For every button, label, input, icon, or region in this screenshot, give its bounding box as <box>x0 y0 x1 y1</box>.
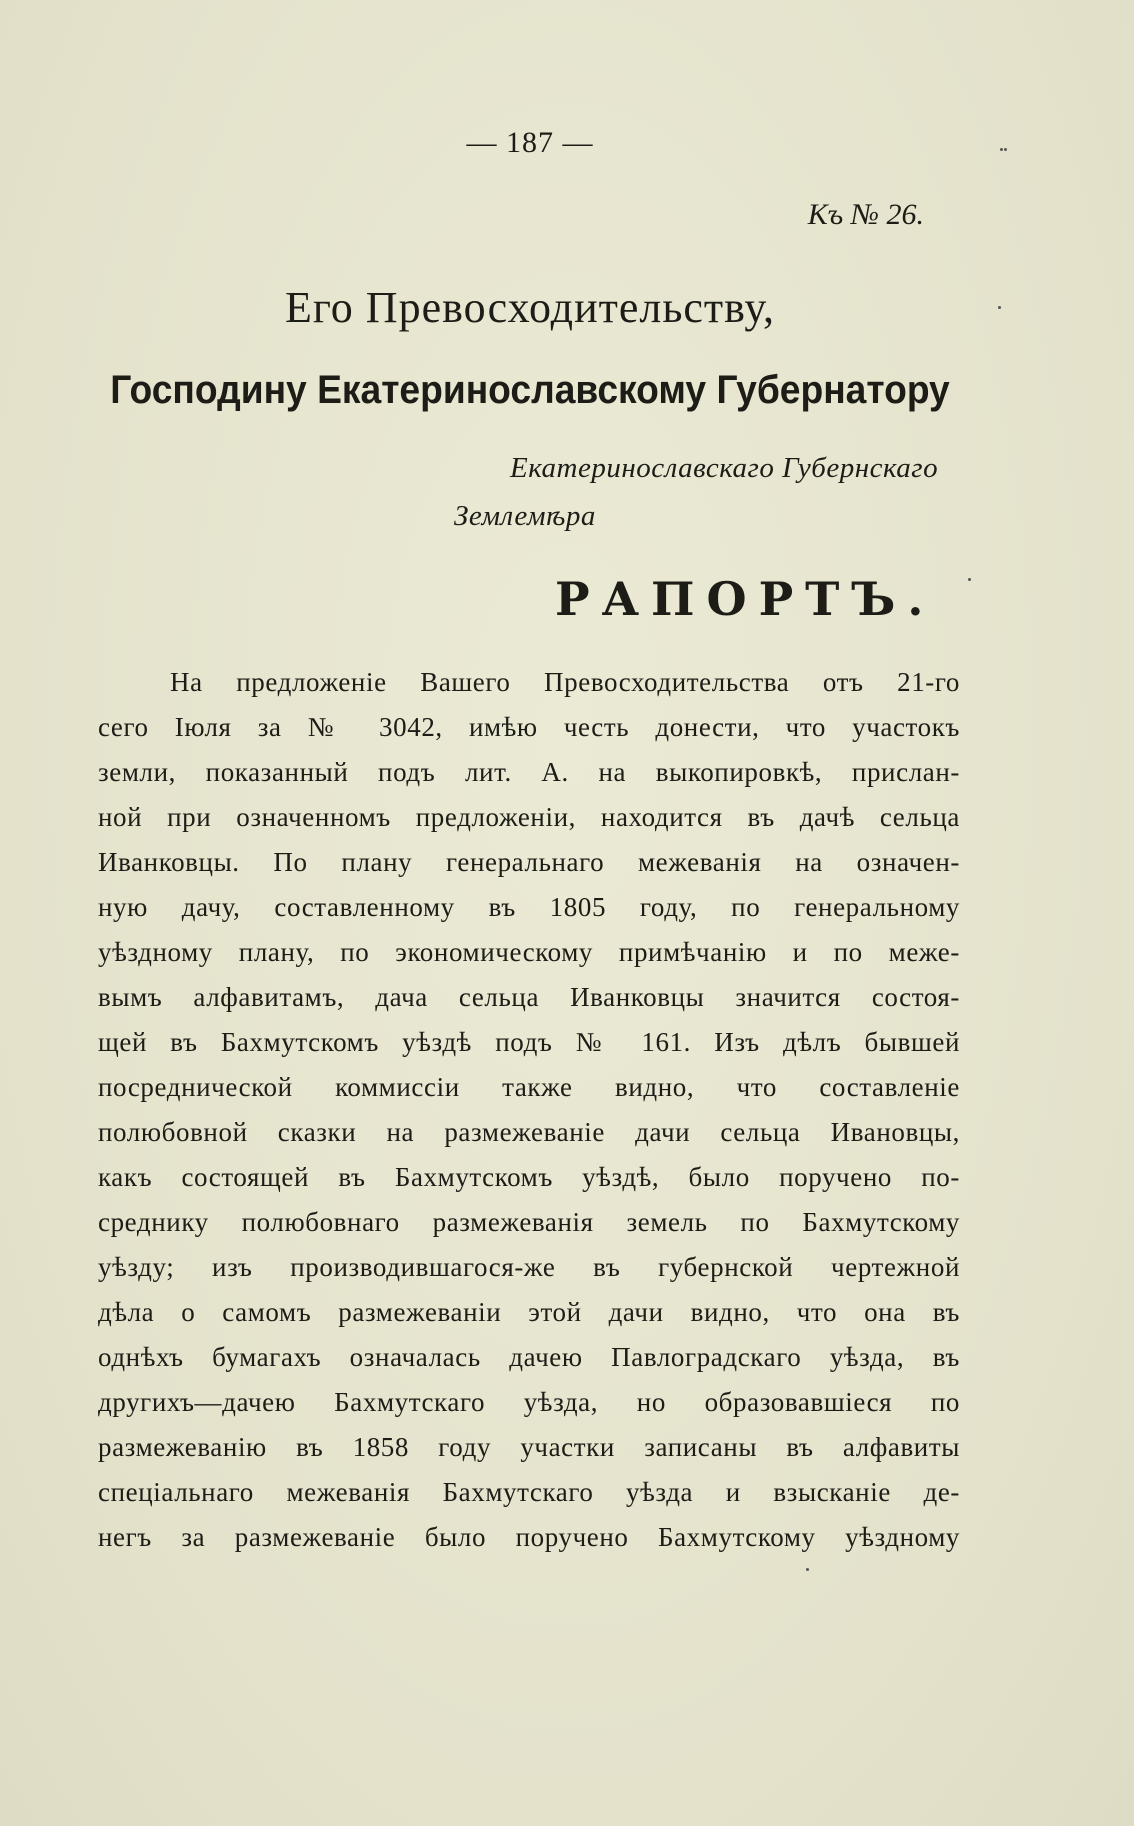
body-text <box>98 660 960 1560</box>
body-line: спеціальнаго межеванія Бахмутскаго уѣзда и взысканіе де- <box>98 1477 960 1507</box>
sender-line-1: Екатеринославскаго Губернскаго <box>510 452 939 484</box>
body-line: однѣхъ бумагахъ означалась дачею Павлоградскаго уѣзда, въ <box>98 1342 960 1372</box>
body-line: другихъ—дачею Бахмутскаго уѣзда, но образовавшіеся по <box>98 1387 960 1417</box>
body-line: негъ за размежеваніе было поручено Бахмутскому уѣздному <box>98 1522 960 1552</box>
addressee-line-1: Его Превосходительству, <box>284 283 776 332</box>
body-line: земли, показанный подъ лит. А. на выкопировкѣ, прислан- <box>98 757 960 787</box>
body-line: Иванковцы. По плану генеральнаго межеванія на означен- <box>98 847 960 877</box>
paper-speck <box>806 1568 809 1571</box>
body-line: вымъ алфавитамъ, дача сельца Иванковцы значится состоя- <box>98 982 960 1012</box>
body-line: посреднической коммиссіи также видно, что составленіе <box>98 1072 960 1102</box>
document-reference: Къ № 26. <box>807 198 924 231</box>
body-line: среднику полюбовнаго размежеванія земель по Бахмутскому <box>98 1207 960 1237</box>
body-line: уѣздному плану, по экономическому примѣчанію и по меже- <box>98 937 960 967</box>
paper-speck <box>1000 148 1003 151</box>
body-line: размежеванію въ 1858 году участки записаны въ алфавиты <box>98 1432 960 1462</box>
body-line: ной при означенномъ предложеніи, находится въ дачѣ сельца <box>98 802 960 832</box>
paper-speck <box>1004 148 1007 151</box>
body-line: щей въ Бахмутскомъ уѣздѣ подъ № 161. Изъ дѣлъ бывшей <box>98 1027 960 1057</box>
body-line: какъ состоящей въ Бахмутскомъ уѣздѣ, было поручено по- <box>98 1162 960 1192</box>
body-line: На предложеніе Вашего Превосходительства отъ 21-го <box>170 667 960 697</box>
paper-speck <box>998 306 1001 309</box>
page-number: — 187 — <box>466 126 594 159</box>
body-line: сего Іюля за № 3042, имѣю честь донести, что участокъ <box>98 712 960 742</box>
document-title: РАПОРТЪ. <box>555 572 936 626</box>
body-line: дѣла о самомъ размежеваніи этой дачи видно, что она въ <box>98 1297 960 1327</box>
addressee-line-2: Господину Екатеринославскому Губернатору <box>110 368 950 412</box>
body-line: ную дачу, составленному въ 1805 году, по генеральному <box>98 892 960 922</box>
body-line: уѣзду; изъ производившагося-же въ губернской чертежной <box>98 1252 960 1282</box>
body-line: полюбовной сказки на размежеваніе дачи сельца Ивановцы, <box>98 1117 960 1147</box>
paper-speck <box>968 578 971 581</box>
sender-line-2: Землемѣра <box>454 500 596 532</box>
